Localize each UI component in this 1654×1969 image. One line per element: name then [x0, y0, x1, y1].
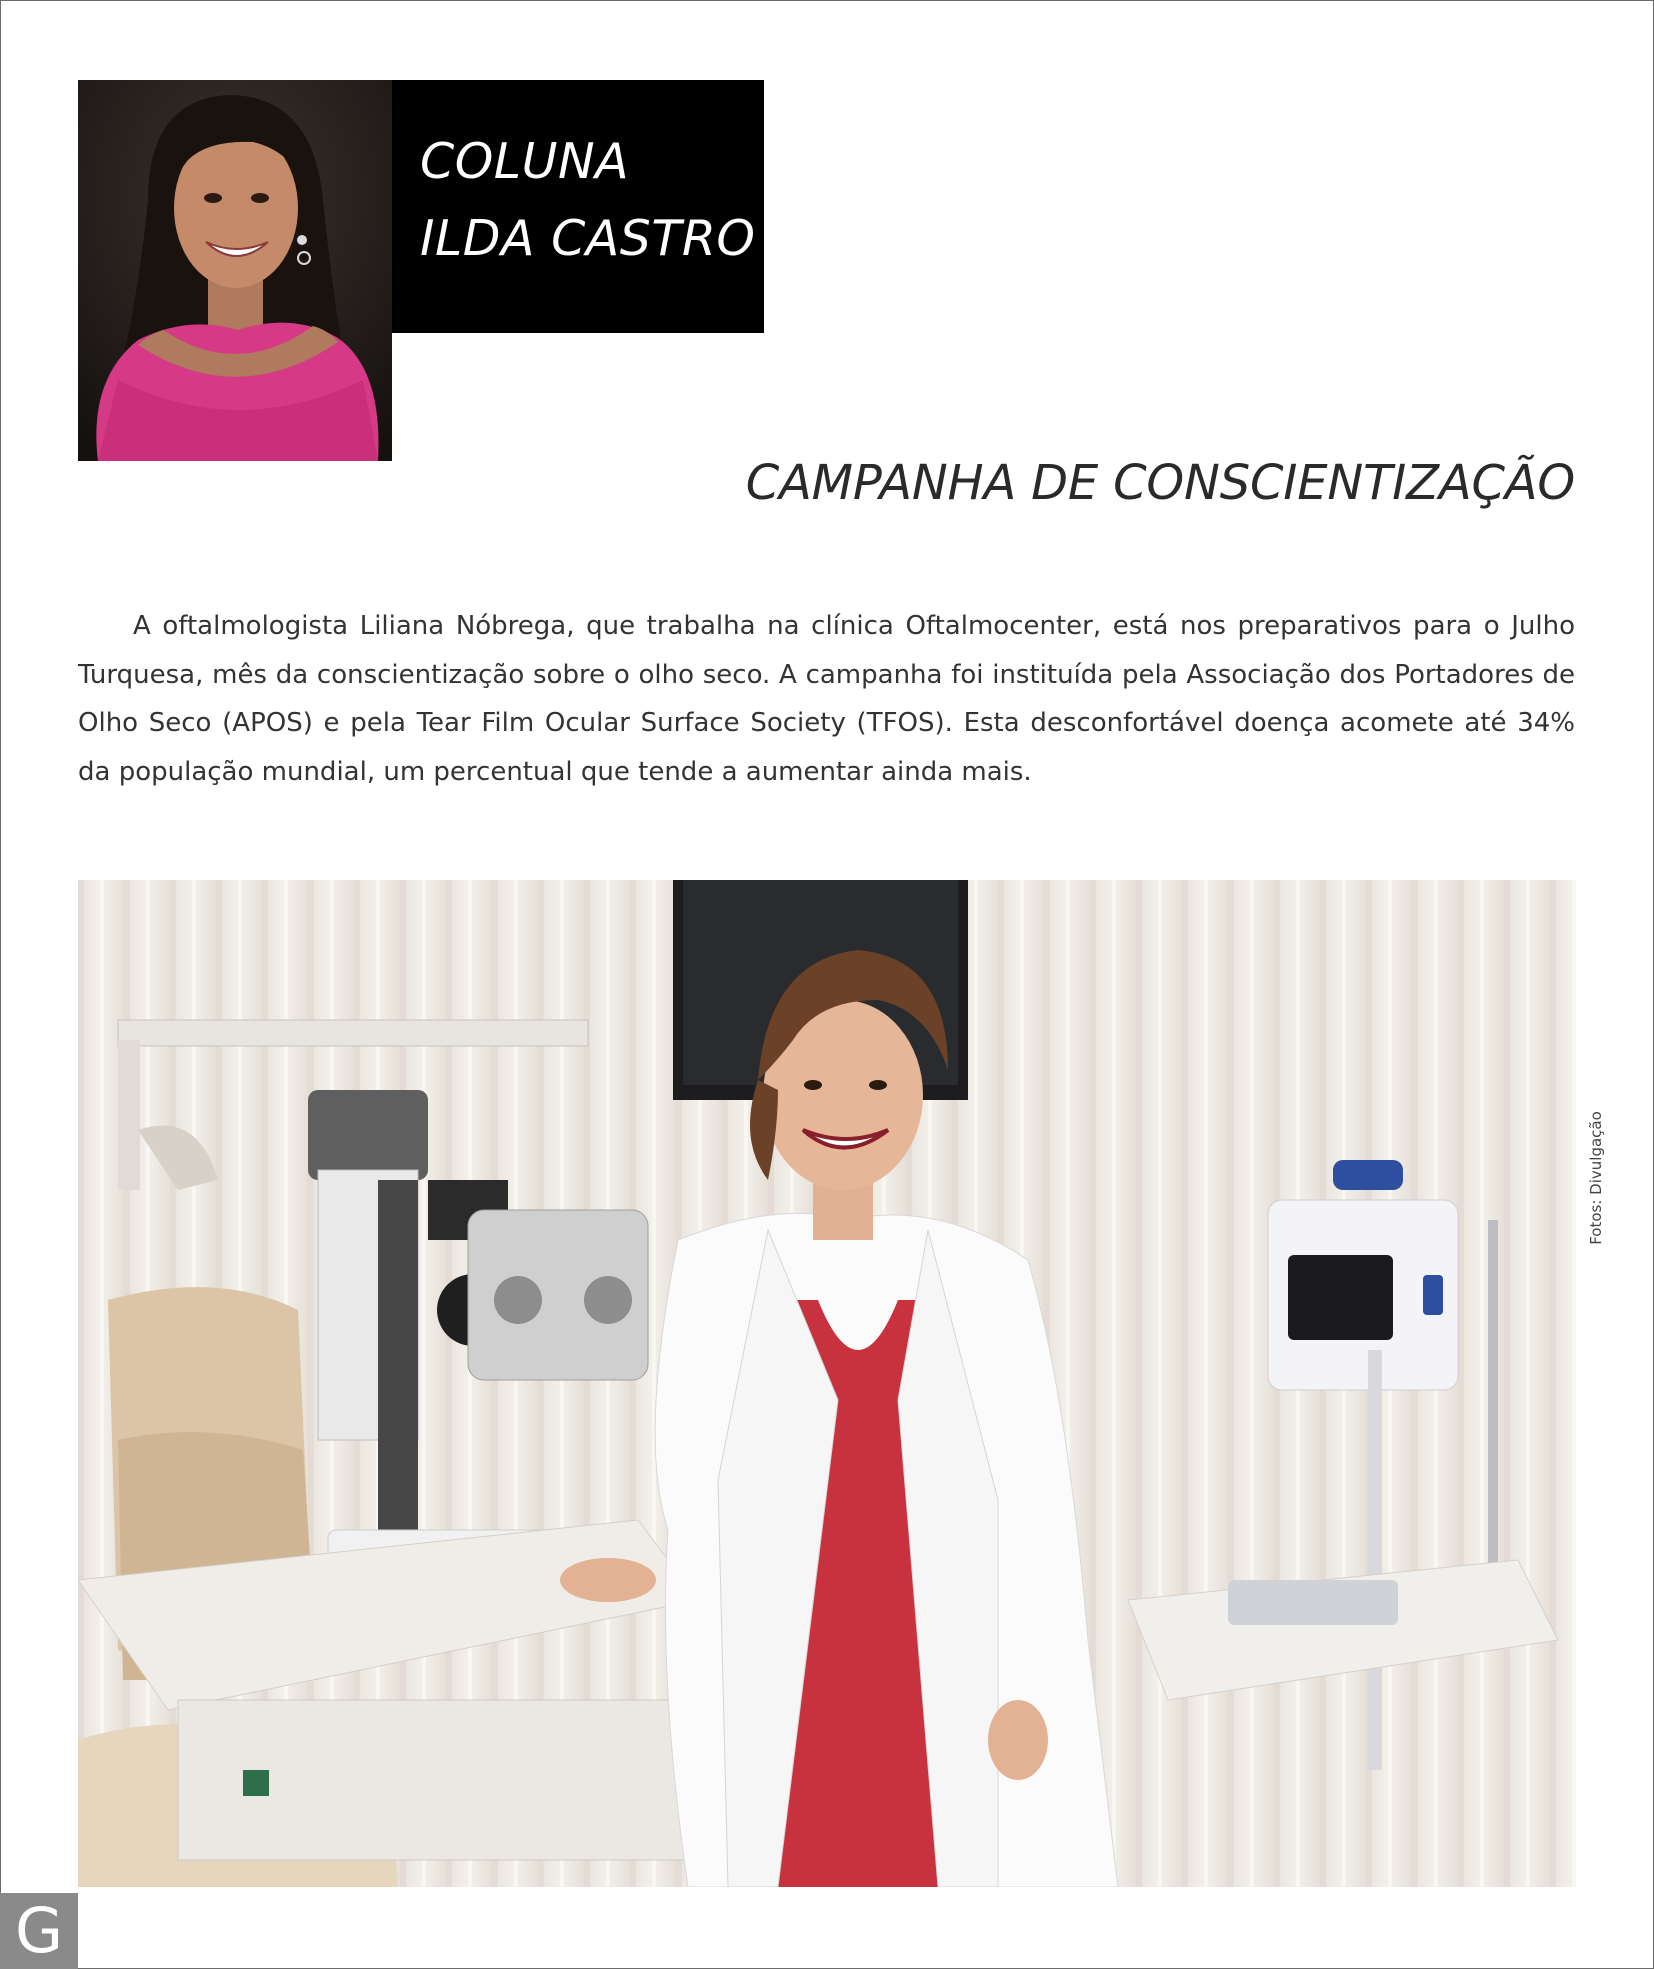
article-body: A oftalmologista Liliana Nóbrega, que trabalha na clínica Oftalmocenter, está nos preparativos para o Julho Turquesa, mês da conscientização sobre o olho seco. A campanha foi instituída pela Associação dos Portadores de Olho Seco (APOS) e pela Tear Film Ocular Surface Society (TFOS). Esta desconfortável doença acomete até 34% da população mundial, um percentual que tende a aumentar ainda mais.: [78, 611, 1575, 787]
article-headline: CAMPANHA DE CONSCIENTIZAÇÃO: [745, 455, 1575, 511]
ophthalmology-room-illustration: [78, 880, 1576, 1887]
article-photo: [78, 880, 1576, 1887]
columnist-portrait: [78, 80, 392, 461]
photo-credit-text: Fotos: Divulgação: [1587, 1111, 1605, 1245]
column-title-box: [392, 80, 764, 333]
column-title-line2: ILDA CASTRO: [420, 210, 756, 267]
photo-credit: [1585, 1111, 1607, 1245]
magazine-logo-letter: G: [14, 1894, 64, 1967]
column-title-line1: COLUNA: [420, 133, 630, 190]
magazine-logo-box: [0, 1893, 78, 1969]
columnist-portrait-illustration: [78, 80, 392, 461]
